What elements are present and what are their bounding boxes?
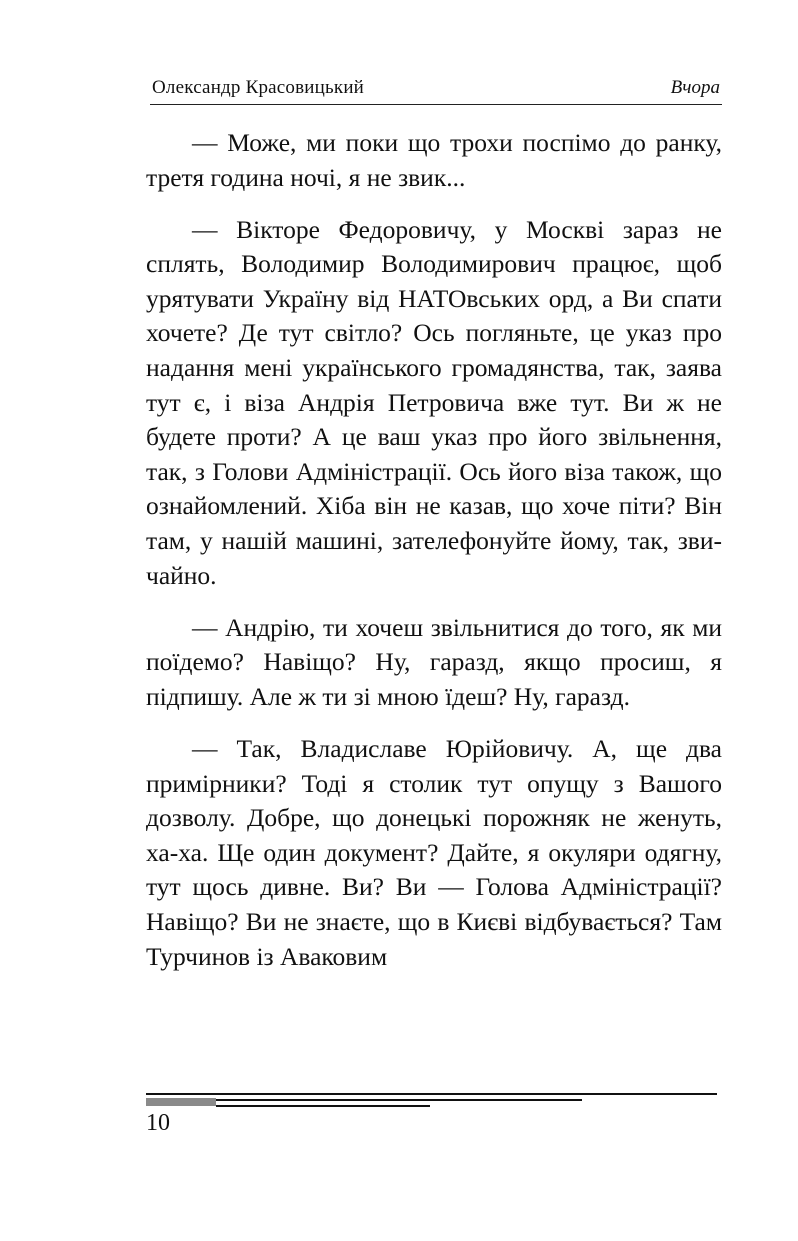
header-book-title: Вчора bbox=[670, 77, 720, 98]
paragraph: — Вікторе Федоровичу, у Москві зараз не сплять, Володимир Володимирович працює, щоб урятувати Україну від НАТОвських орд, а Ви спати хочете? Де тут світло? Ось погляньте, це указ про надання мені українського громадянства, так, заява тут є, і віза Андрія Петровича вже тут. Ви ж не будете проти? А це ваш указ про його звільнення, так, з Голови Адміністрації. Ось його віза також, що ознайомлений. Хіба він не казав, що хоче піти? Він там, у нашій машині, зателефонуйте йому, так, звичайно. bbox=[146, 214, 722, 590]
header-author: Олександр Красовицький bbox=[152, 77, 365, 98]
footer-rule-long bbox=[146, 1093, 717, 1095]
paragraph: — Так, Владиславе Юрійовичу. А, ще два примірники? Тоді я столик тут опущу з Вашого дозволу. Добре, що донецькі порожняк не женуть, ха-ха. Ще один документ? Дайте, я окуляри одягну, тут щось дивне. Ви? Ви — Голова Адміністрації? Навіщо? Ви не знаєте, що в Києві відбувається? Там Турчинов із Аваковим bbox=[146, 734, 722, 971]
paragraph: — Може, ми поки що трохи поспімо до ранку, третя година ночі, я не звик... bbox=[146, 128, 722, 192]
body-text bbox=[146, 126, 722, 992]
footer-rules bbox=[146, 1092, 720, 1112]
running-header bbox=[150, 74, 722, 105]
footer-rule-grey-block bbox=[146, 1098, 216, 1106]
footer-rule-short bbox=[216, 1105, 430, 1107]
page-number: 10 bbox=[146, 1110, 170, 1136]
paragraph: — Андрію, ти хочеш звільнитися до того, як ми поїдемо? Навіщо? Ну, гаразд, якщо просиш, я підпишу. Але ж ти зі мною їдеш? Ну, гаразд. bbox=[146, 612, 722, 711]
footer-rule-medium bbox=[216, 1099, 582, 1101]
